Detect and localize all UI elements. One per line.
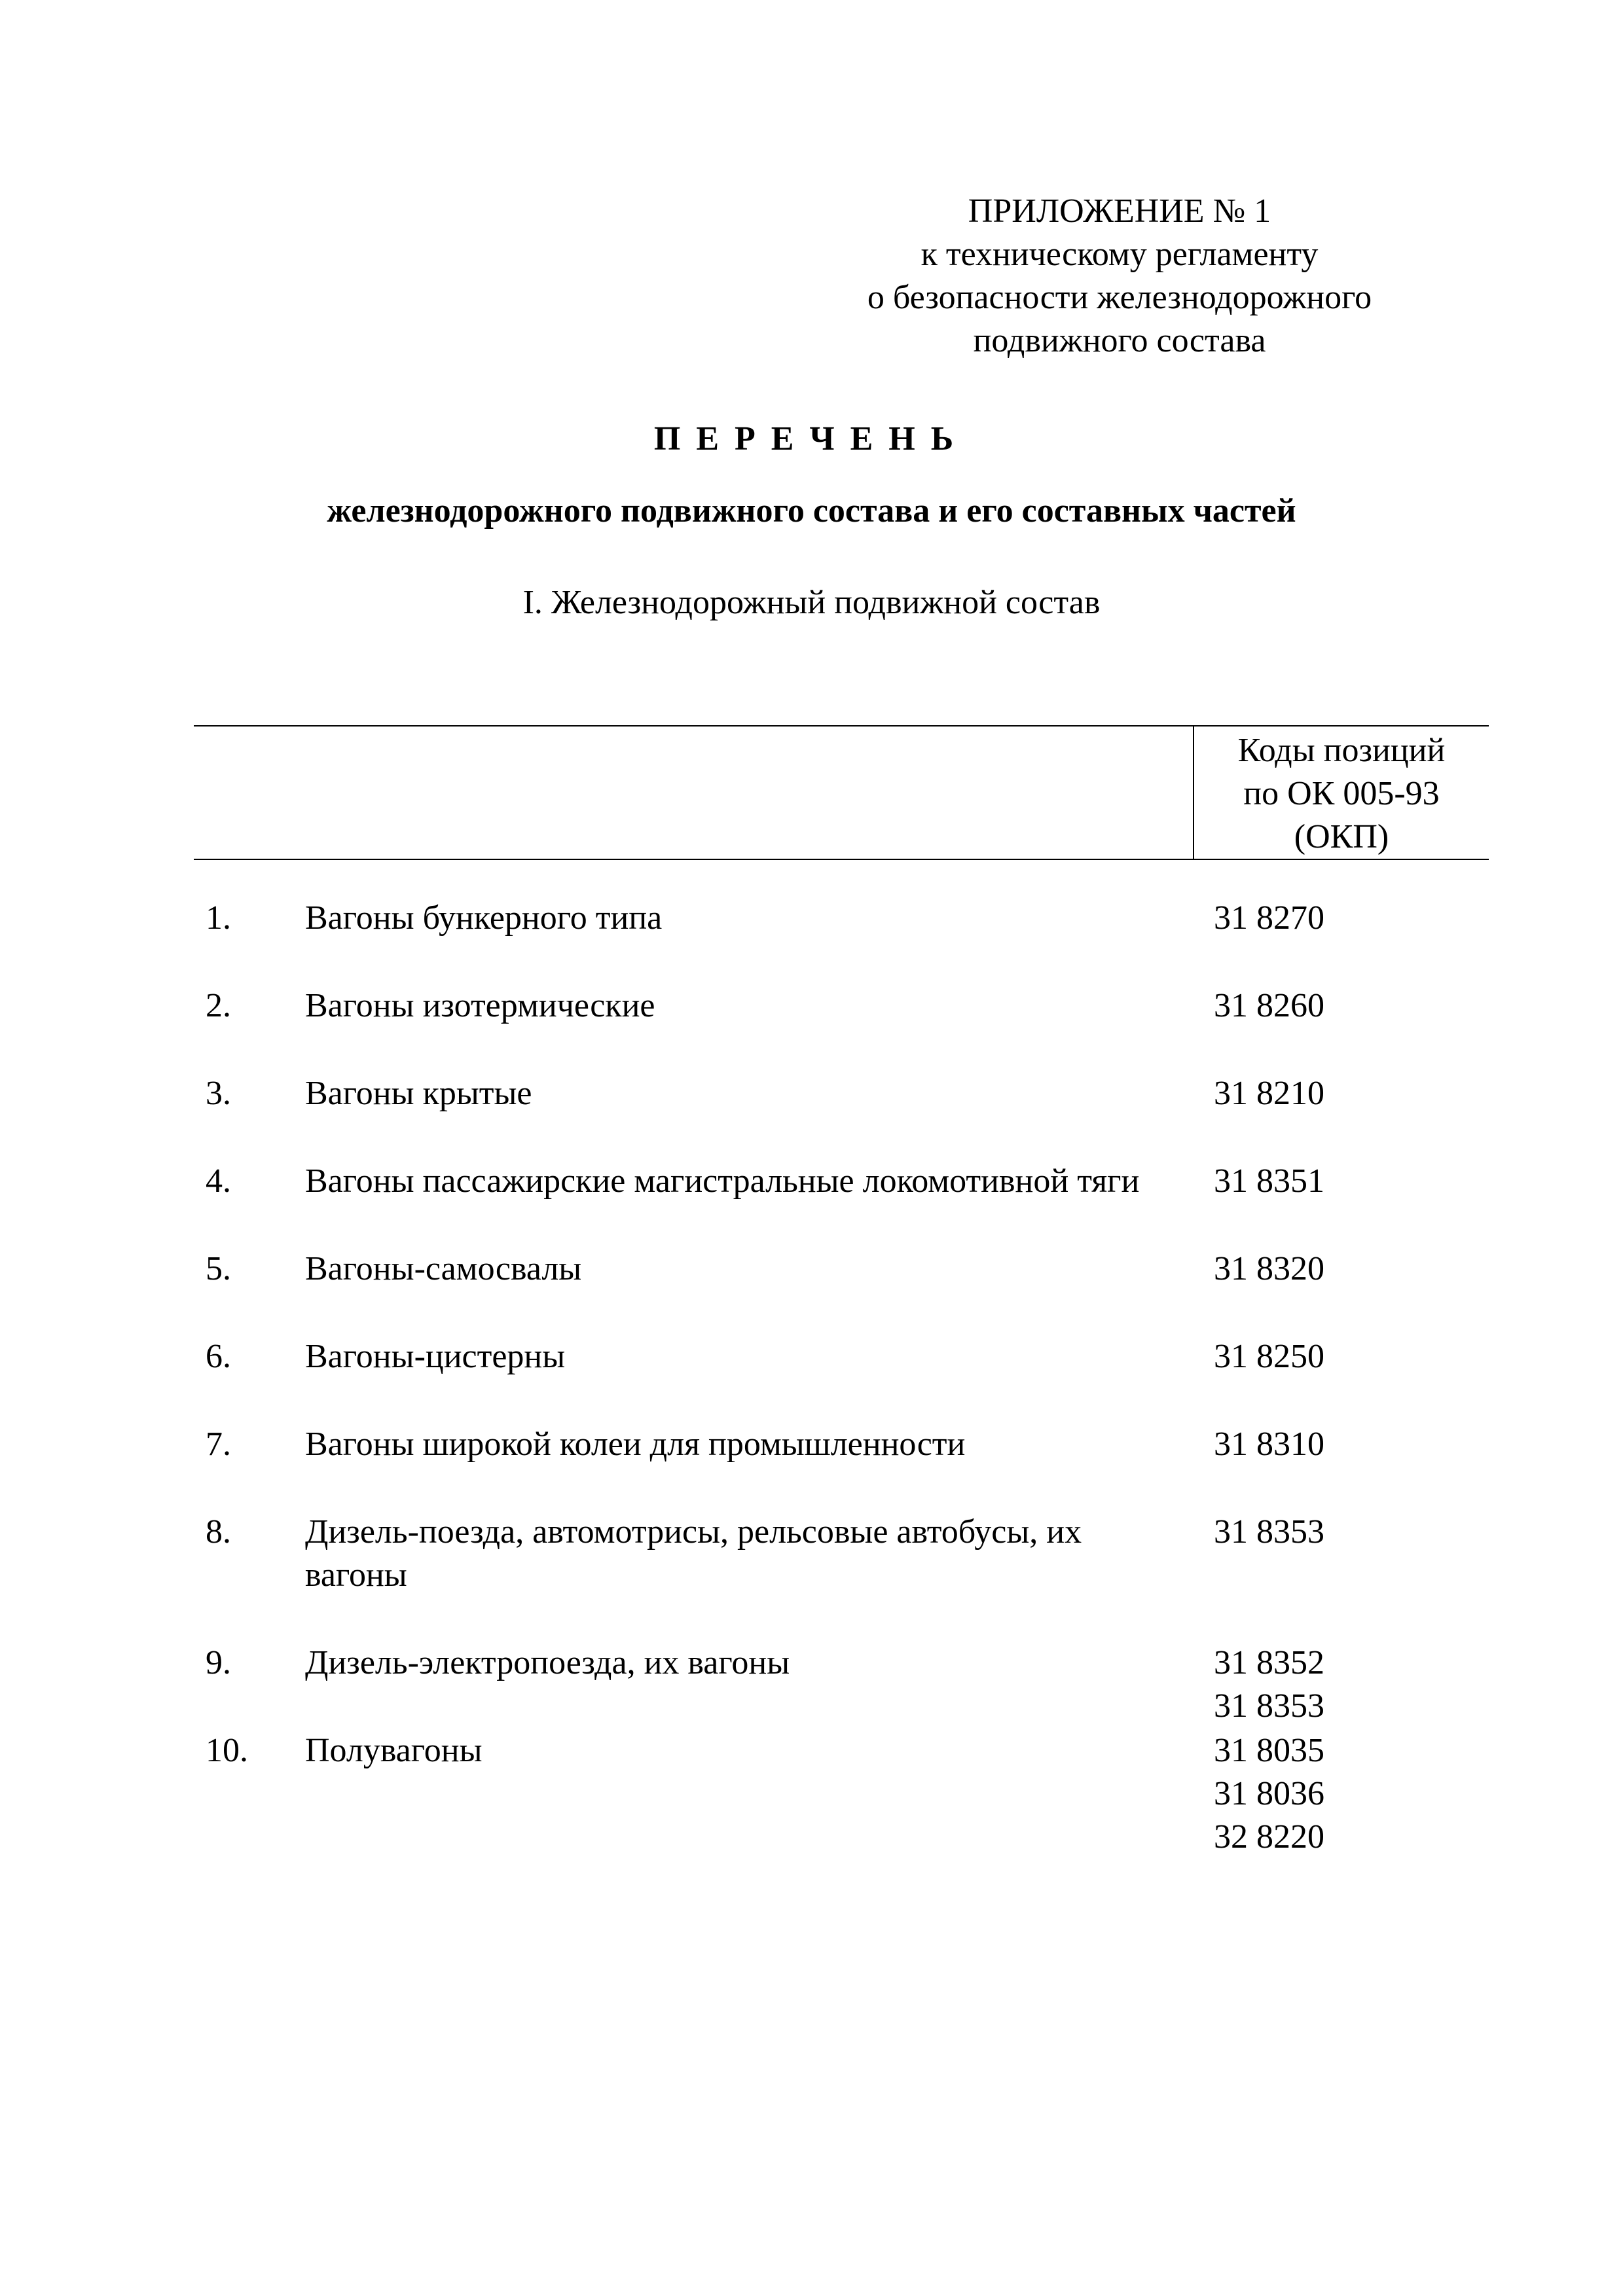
section-heading: I. Железнодорожный подвижной состав bbox=[522, 584, 1101, 621]
row-name: Дизель-электропоезда, их вагоны bbox=[305, 1644, 790, 1681]
row-number: 7. bbox=[206, 1426, 231, 1463]
table-row bbox=[0, 1160, 1623, 1203]
table-row bbox=[0, 1423, 1623, 1466]
row-number: 10. bbox=[206, 1732, 248, 1769]
codes-header-line-3: (ОКП) bbox=[1294, 818, 1389, 855]
row-code: 31 8036 bbox=[1214, 1775, 1324, 1812]
row-code: 31 8353 bbox=[1214, 1687, 1324, 1725]
codes-header-line-2: по ОК 005-93 bbox=[1243, 775, 1440, 812]
table-row bbox=[0, 1247, 1623, 1291]
row-name: Вагоны пассажирские магистральные локомотивной тяги bbox=[305, 1162, 1140, 1200]
row-name: Вагоны-цистерны bbox=[305, 1338, 566, 1375]
table-header bbox=[194, 725, 1489, 860]
row-name: Вагоны бункерного типа bbox=[305, 899, 663, 937]
row-codes bbox=[1214, 897, 1324, 940]
row-code: 31 8310 bbox=[1214, 1426, 1324, 1463]
row-number: 6. bbox=[206, 1338, 231, 1375]
table-row bbox=[0, 1729, 1623, 1856]
row-codes bbox=[1214, 1511, 1324, 1554]
row-codes bbox=[1214, 1160, 1324, 1203]
table-row bbox=[0, 1511, 1623, 1597]
row-code: 31 8270 bbox=[1214, 899, 1324, 937]
row-name: Вагоны-самосвалы bbox=[305, 1250, 582, 1287]
row-code: 32 8220 bbox=[1214, 1818, 1324, 1856]
row-codes bbox=[1214, 1335, 1324, 1378]
codes-header-line-1: Коды позиций bbox=[1237, 732, 1446, 769]
appendix-header bbox=[786, 190, 1453, 363]
row-number: 4. bbox=[206, 1162, 231, 1200]
row-codes bbox=[1214, 1247, 1324, 1291]
row-number: 8. bbox=[206, 1513, 231, 1551]
document-subtitle: железнодорожного подвижного состава и его составных частей bbox=[327, 492, 1296, 529]
appendix-line-1: ПРИЛОЖЕНИЕ № 1 bbox=[968, 192, 1271, 230]
table-row bbox=[0, 1641, 1623, 1725]
appendix-line-3: о безопасности железнодорожного bbox=[867, 279, 1372, 316]
row-name: Вагоны крытые bbox=[305, 1075, 532, 1112]
table-row bbox=[0, 1335, 1623, 1378]
row-codes bbox=[1214, 1729, 1324, 1859]
row-number: 2. bbox=[206, 987, 231, 1024]
table-body bbox=[0, 897, 1623, 1856]
row-codes bbox=[1214, 1641, 1324, 1728]
row-code: 31 8351 bbox=[1214, 1162, 1324, 1200]
row-codes bbox=[1214, 1423, 1324, 1466]
row-code: 31 8035 bbox=[1214, 1732, 1324, 1769]
row-name: Полувагоны bbox=[305, 1732, 483, 1769]
row-code: 31 8260 bbox=[1214, 987, 1324, 1024]
appendix-line-2: к техническому регламенту bbox=[921, 236, 1319, 273]
table-row bbox=[0, 897, 1623, 940]
codes-column-header bbox=[1194, 729, 1489, 859]
table-row bbox=[0, 984, 1623, 1028]
appendix-line-4: подвижного состава bbox=[973, 322, 1266, 359]
row-code: 31 8352 bbox=[1214, 1644, 1324, 1681]
row-code: 31 8250 bbox=[1214, 1338, 1324, 1375]
row-code: 31 8210 bbox=[1214, 1075, 1324, 1112]
document-title: ПЕРЕЧЕНЬ bbox=[653, 420, 970, 457]
row-name: Вагоны широкой колеи для промышленности bbox=[305, 1426, 966, 1463]
row-number: 9. bbox=[206, 1644, 231, 1681]
row-codes bbox=[1214, 984, 1324, 1028]
row-number: 5. bbox=[206, 1250, 231, 1287]
row-name: Вагоны изотермические bbox=[305, 987, 655, 1024]
table-row bbox=[0, 1072, 1623, 1115]
row-codes bbox=[1214, 1072, 1324, 1115]
row-number: 1. bbox=[206, 899, 231, 937]
row-name: Дизель-поезда, автомотрисы, рельсовые автобусы, их вагоны bbox=[305, 1513, 1082, 1594]
row-number: 3. bbox=[206, 1075, 231, 1112]
row-code: 31 8320 bbox=[1214, 1250, 1324, 1287]
row-code: 31 8353 bbox=[1214, 1513, 1324, 1551]
